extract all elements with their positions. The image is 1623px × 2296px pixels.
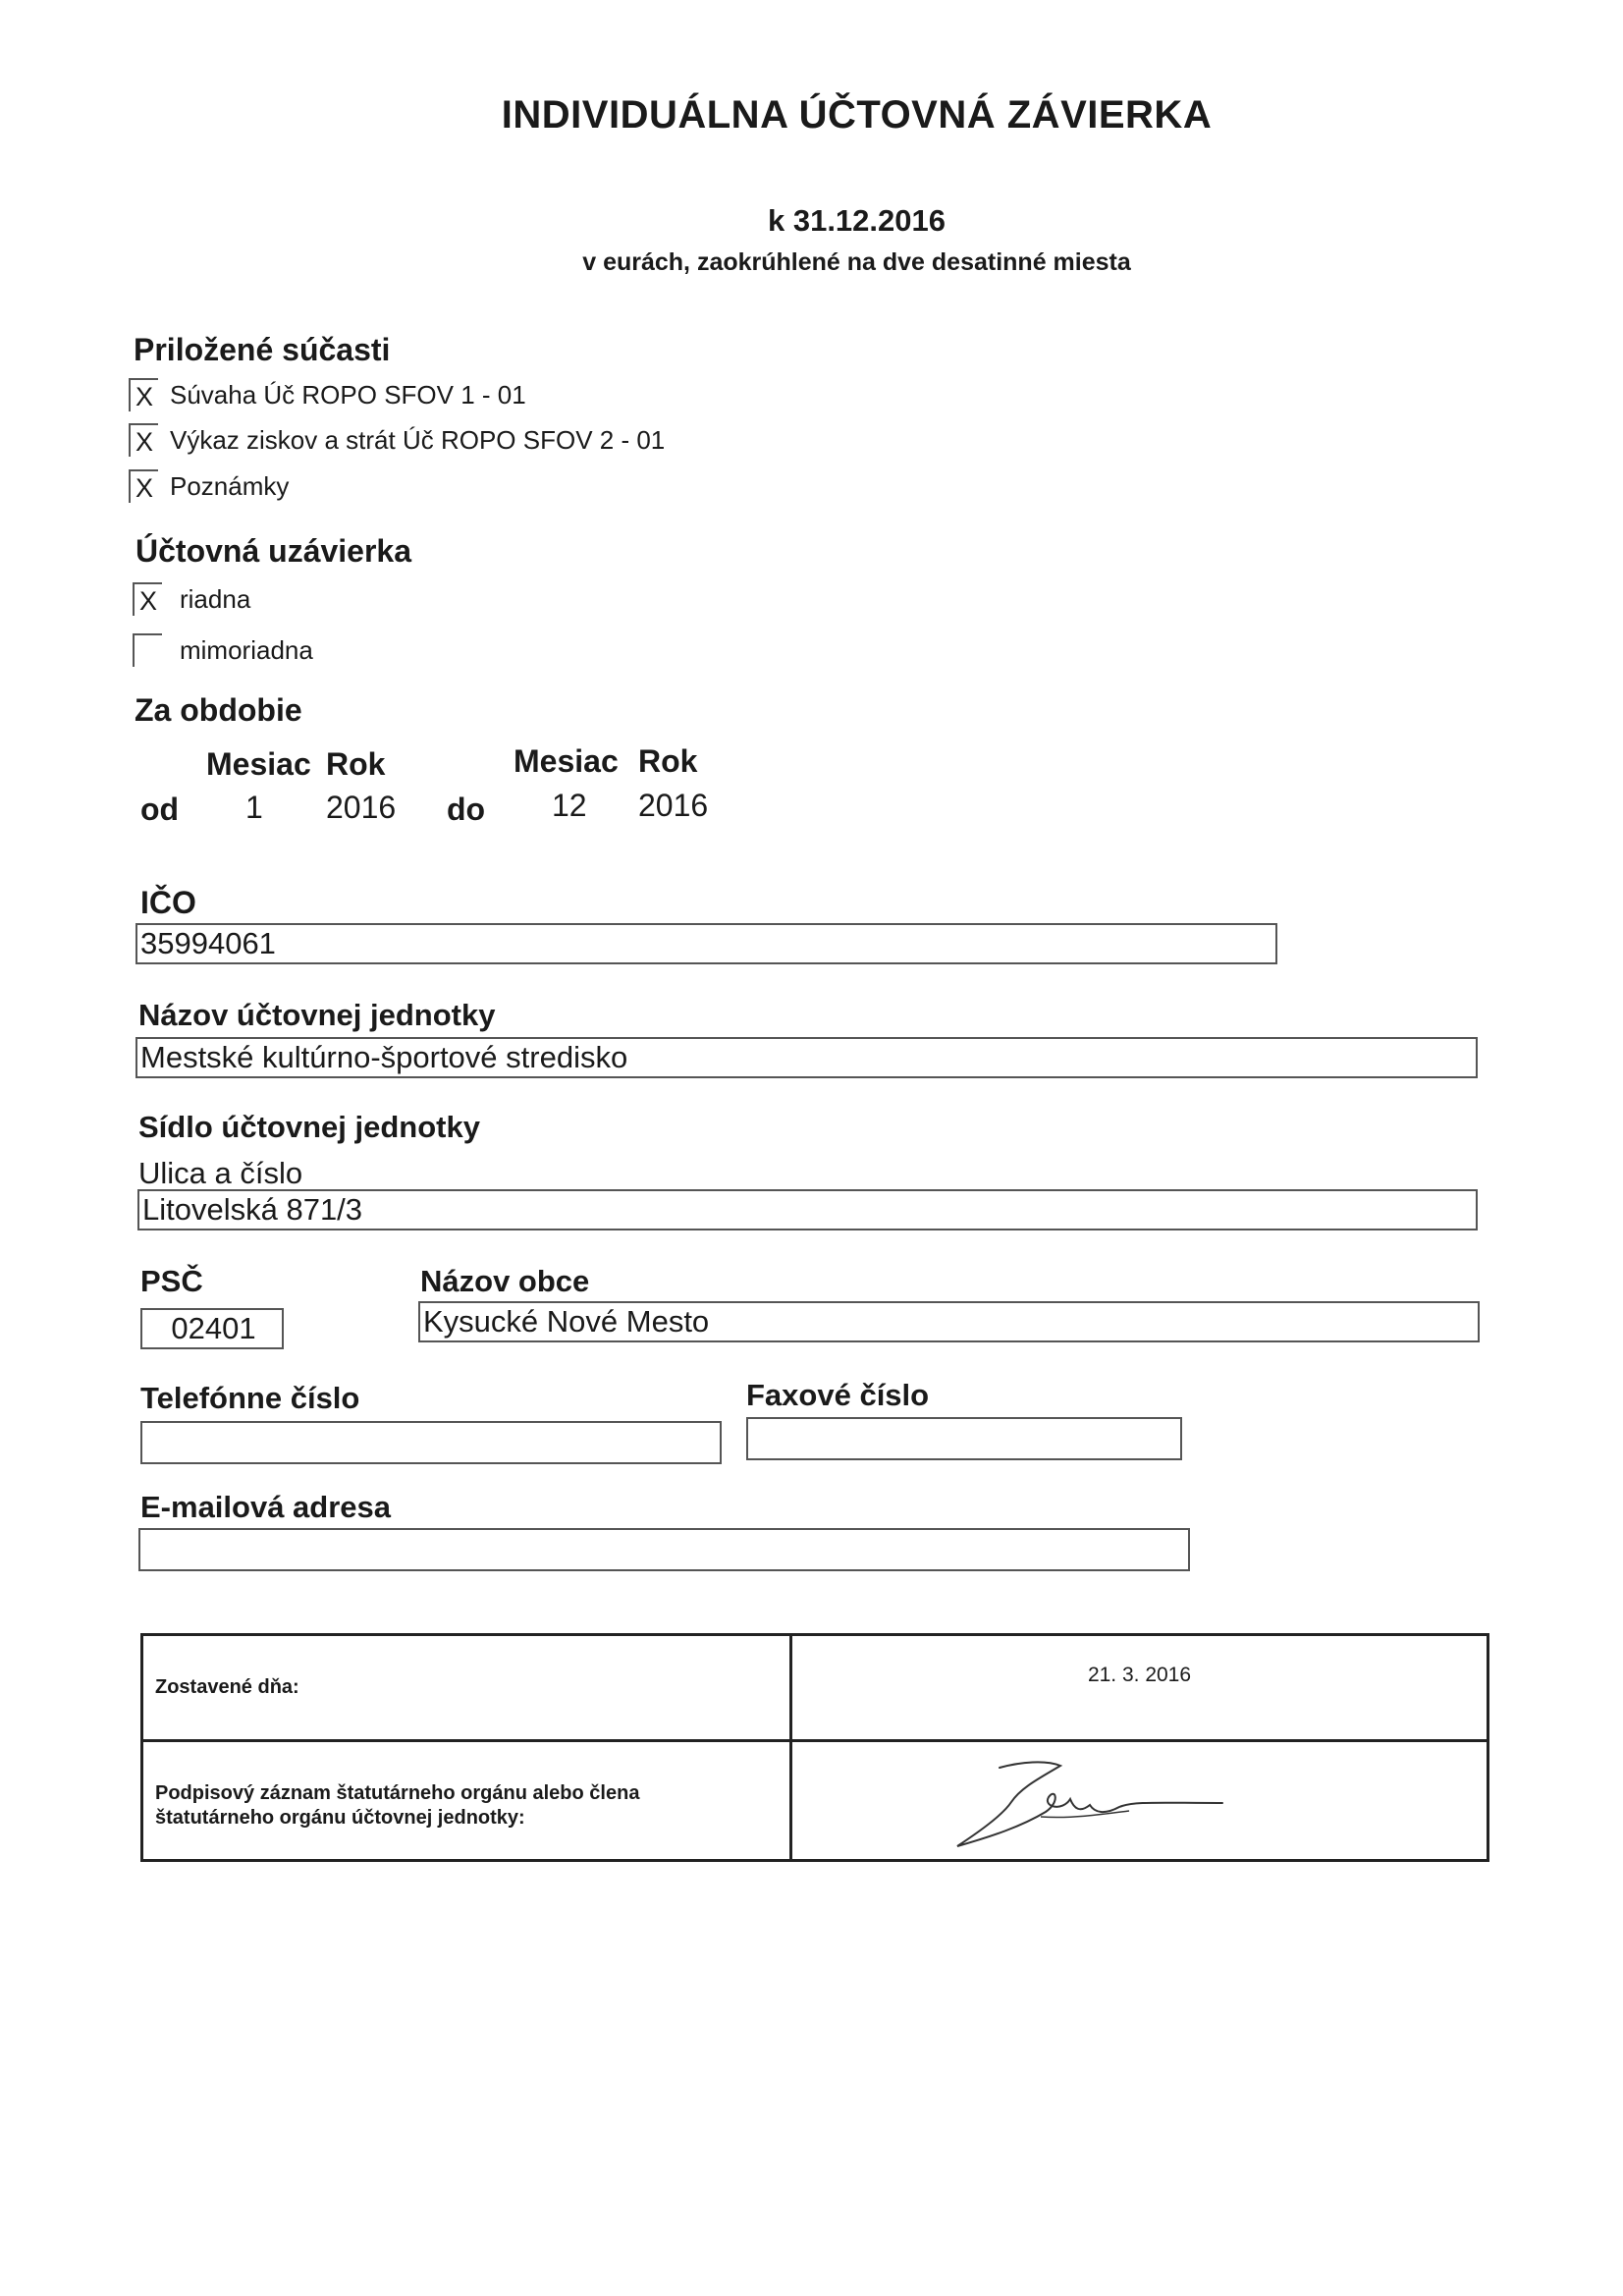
document-title: INDIVIDUÁLNA ÚČTOVNÁ ZÁVIERKA xyxy=(501,93,1213,137)
checkbox[interactable] xyxy=(133,633,162,667)
attachment-label: Výkaz ziskov a strát Úč ROPO SFOV 2 - 01 xyxy=(170,424,666,455)
closing-option xyxy=(133,582,250,616)
checkbox[interactable]: X xyxy=(133,582,162,616)
street-field[interactable]: Litovelská 871/3 xyxy=(137,1189,1478,1230)
closing-option-label: mimoriadna xyxy=(180,634,313,665)
handwritten-signature xyxy=(952,1758,1237,1856)
signature-underline xyxy=(1041,1811,1129,1818)
psc-field[interactable]: 02401 xyxy=(140,1308,284,1349)
phone-label: Telefónne číslo xyxy=(140,1381,360,1415)
attachments-heading: Priložené súčasti xyxy=(134,332,391,367)
signature-stroke xyxy=(957,1762,1222,1846)
city-field[interactable]: Kysucké Nové Mesto xyxy=(418,1301,1480,1342)
to-label: do xyxy=(447,792,486,827)
closing-heading: Účtovná uzávierka xyxy=(135,533,412,569)
checkbox[interactable]: X xyxy=(129,469,158,503)
compiled-date: 21. 3. 2016 xyxy=(791,1635,1488,1741)
attachment-item xyxy=(129,423,665,457)
period-heading: Za obdobie xyxy=(135,692,302,728)
street-label: Ulica a číslo xyxy=(138,1156,303,1190)
signature-label-line1: Podpisový záznam štatutárneho orgánu alebo člena xyxy=(155,1782,640,1804)
fax-field[interactable] xyxy=(746,1417,1182,1460)
report-subtitle: v eurách, zaokrúhlené na dve desatinné miesta xyxy=(582,248,1131,276)
entity-name-field[interactable]: Mestské kultúrno-športové stredisko xyxy=(135,1037,1478,1078)
phone-field[interactable] xyxy=(140,1421,722,1464)
entity-name-label: Názov účtovnej jednotky xyxy=(138,998,496,1032)
from-month-header: Mesiac xyxy=(206,746,311,782)
email-field[interactable] xyxy=(138,1528,1190,1571)
signature-label xyxy=(142,1741,791,1861)
to-year-value: 2016 xyxy=(638,788,709,823)
checkbox[interactable]: X xyxy=(129,423,158,457)
checkbox[interactable]: X xyxy=(129,378,158,411)
fax-label: Faxové číslo xyxy=(746,1378,930,1412)
signature-label-line2: štatutárneho orgánu účtovnej jednotky: xyxy=(155,1807,525,1829)
to-year-header: Rok xyxy=(638,743,698,779)
to-month-value: 12 xyxy=(552,788,587,823)
from-year-header: Rok xyxy=(326,746,386,782)
email-label: E-mailová adresa xyxy=(140,1490,392,1524)
report-date: k 31.12.2016 xyxy=(767,203,946,238)
attachment-label: Poznámky xyxy=(170,470,290,501)
from-label: od xyxy=(140,792,180,827)
attachment-label: Súvaha Úč ROPO SFOV 1 - 01 xyxy=(170,379,526,410)
attachment-item xyxy=(129,378,526,411)
closing-option-label: riadna xyxy=(180,583,251,614)
address-heading: Sídlo účtovnej jednotky xyxy=(138,1110,480,1144)
closing-option xyxy=(133,633,313,667)
from-year-value: 2016 xyxy=(326,790,397,825)
signature-table xyxy=(140,1633,1489,1862)
attachment-item xyxy=(129,469,289,503)
psc-label: PSČ xyxy=(140,1264,203,1298)
city-label: Názov obce xyxy=(420,1264,590,1298)
from-month-value: 1 xyxy=(245,790,263,825)
to-month-header: Mesiac xyxy=(514,743,619,779)
ico-field[interactable]: 35994061 xyxy=(135,923,1277,964)
ico-label: IČO xyxy=(140,885,196,920)
compiled-label: Zostavené dňa: xyxy=(142,1635,791,1741)
